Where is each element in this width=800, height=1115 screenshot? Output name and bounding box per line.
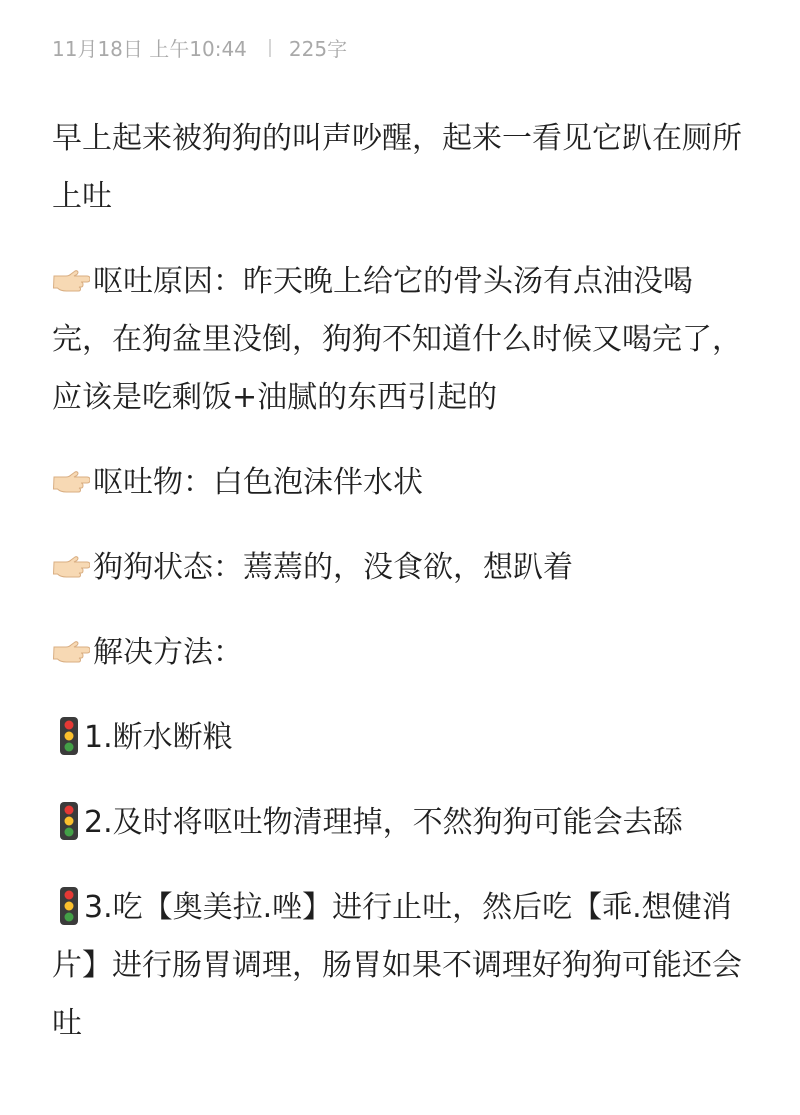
intro-text: 早上起来被狗狗的叫声吵醒，起来一看见它趴在厕所上吐 xyxy=(52,121,742,214)
cause-paragraph xyxy=(52,253,752,427)
note-meta xyxy=(52,33,347,62)
word-count: 225字 xyxy=(288,37,348,61)
note-body xyxy=(52,110,752,1080)
note-date: 11月18日 上午10:44 xyxy=(52,37,247,61)
backhand-index-pointing-right-icon xyxy=(52,468,90,494)
state-text: 狗狗状态：蔫蔫的，没食欲，想趴着 xyxy=(93,550,573,585)
backhand-index-pointing-right-icon xyxy=(52,638,90,664)
backhand-index-pointing-right-icon xyxy=(52,267,90,293)
vomit-text: 呕吐物：白色泡沫伴水状 xyxy=(93,465,423,500)
state-paragraph xyxy=(52,539,752,597)
step-3-text: 3.吃【奥美拉.唑】进行止吐，然后吃【乖.想健消片】进行肠胃调理，肠胃如果不调理好狗狗可能还会吐 xyxy=(52,890,742,1041)
step-2-text: 2.及时将呕吐物清理掉，不然狗狗可能会去舔 xyxy=(84,805,683,840)
step-2-paragraph xyxy=(52,794,752,852)
backhand-index-pointing-right-icon xyxy=(52,553,90,579)
solution-heading-paragraph xyxy=(52,624,752,682)
step-3-paragraph xyxy=(52,879,752,1053)
vertical-traffic-light-icon xyxy=(58,886,80,926)
cause-text: 呕吐原因：昨天晚上给它的骨头汤有点油没喝完，在狗盆里没倒，狗狗不知道什么时候又喝完了，应该是吃剩饭+油腻的东西引起的 xyxy=(52,264,742,415)
step-1-text: 1.断水断粮 xyxy=(84,720,233,755)
intro-paragraph xyxy=(52,110,752,226)
vertical-traffic-light-icon xyxy=(58,801,80,841)
vertical-traffic-light-icon xyxy=(58,716,80,756)
solution-heading-text: 解决方法： xyxy=(93,635,243,670)
meta-divider xyxy=(269,39,271,57)
step-1-paragraph xyxy=(52,709,752,767)
vomit-paragraph xyxy=(52,454,752,512)
